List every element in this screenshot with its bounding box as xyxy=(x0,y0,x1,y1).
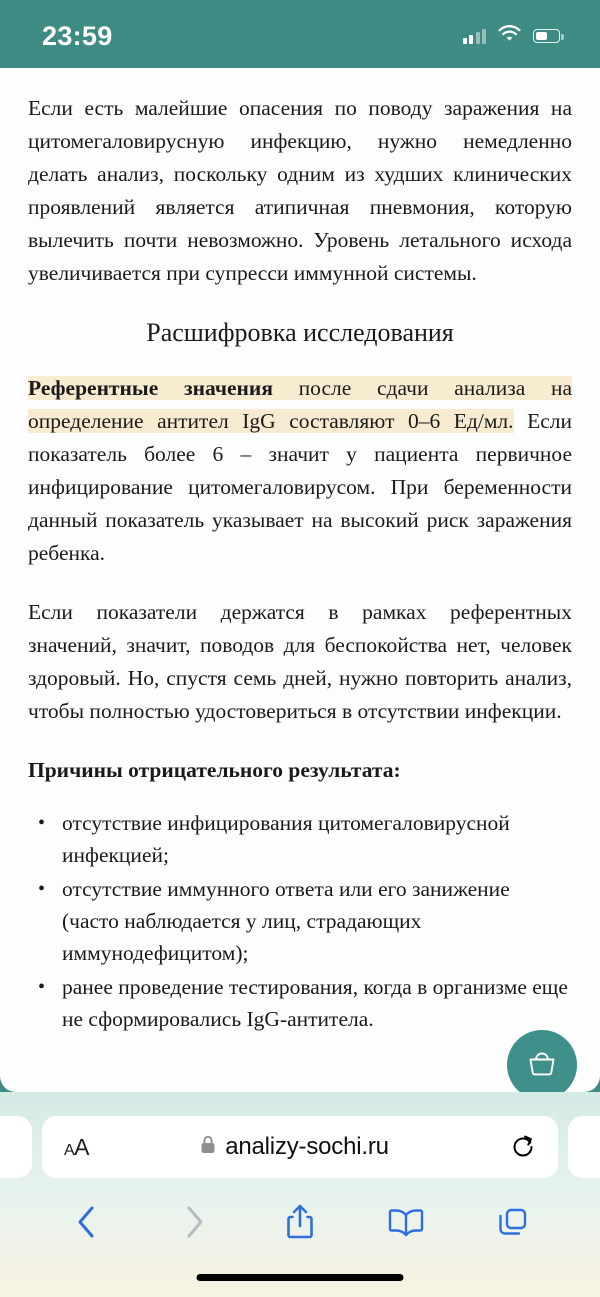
status-bar-clock: 23:59 xyxy=(42,20,113,51)
share-button[interactable] xyxy=(247,1195,353,1253)
adjacent-tab-left[interactable] xyxy=(0,1116,32,1178)
browser-chrome xyxy=(0,1092,600,1297)
bookmarks-button[interactable] xyxy=(353,1195,459,1253)
reference-values-bold: Референтные значения xyxy=(28,376,273,400)
text-size-large-a: A xyxy=(74,1133,90,1160)
url-bar-row xyxy=(0,1116,600,1178)
list-item: • отсутствие иммунного ответа или его занижение (часто наблюдается у лиц, страдающих иммунодефицитом); xyxy=(32,873,572,969)
article-body xyxy=(0,68,600,1035)
reference-values-rest: после сдачи анализа на определение антител IgG составляют 0–6 Ед/мл. xyxy=(28,376,573,433)
share-icon xyxy=(284,1202,316,1247)
chevron-left-icon xyxy=(74,1202,100,1247)
list-item: • отсутствие инфицирования цитомегаловирусной инфекцией; xyxy=(32,807,572,871)
paragraph-reference-values xyxy=(28,372,572,570)
status-bar-icons xyxy=(463,21,561,47)
paragraph-normal-range: Если показатели держатся в рамках референтных значений, значит, поводов для беспокойства нет, человек здоровый. Но, спустя семь дней, нужно повторить анализ, чтобы полностью удостовериться в отсутствии инфекции. xyxy=(28,600,572,723)
address-bar[interactable] xyxy=(42,1116,558,1178)
url-text: analizy-sochi.ru xyxy=(225,1133,389,1160)
text-size-small-a: A xyxy=(64,1141,75,1159)
highlighted-text xyxy=(28,376,572,433)
adjacent-tab-right[interactable] xyxy=(568,1116,600,1178)
home-indicator xyxy=(197,1274,404,1281)
status-bar xyxy=(0,0,600,68)
battery-icon xyxy=(533,29,560,43)
tabs-button[interactable] xyxy=(460,1195,566,1253)
web-page-content xyxy=(0,68,600,1092)
list-item: • ранее проведение тестирования, когда в организме еще не сформировались IgG-антитела. xyxy=(32,971,572,1035)
reload-icon[interactable] xyxy=(510,1134,536,1160)
book-icon xyxy=(387,1206,425,1243)
shopping-basket-icon xyxy=(527,1049,557,1082)
lock-icon xyxy=(200,1135,216,1159)
section-heading: Расшифровка исследования xyxy=(146,318,454,347)
back-button[interactable] xyxy=(34,1195,140,1253)
floating-cart-button[interactable] xyxy=(507,1030,577,1092)
browser-toolbar xyxy=(0,1195,600,1253)
forward-button xyxy=(140,1195,246,1253)
chevron-right-icon xyxy=(181,1202,207,1247)
paragraph-intro: Если есть малейшие опасения по поводу заражения на цитомегаловирусную инфекцию, нужно немедленно делать анализ, поскольку одним из худших клинических проявлений является атипичная пневмония, которую вылечить почти невозможно. Уровень летального исхода увеличивается при супресси иммунной системы. xyxy=(28,96,572,285)
reasons-list xyxy=(32,807,572,1035)
tabs-icon xyxy=(496,1205,530,1244)
cellular-signal-icon xyxy=(463,28,487,44)
wifi-icon xyxy=(498,25,521,47)
subheading-negative-causes: Причины отрицательного результата: xyxy=(28,758,401,782)
paragraph-reference-tail: Если показатель более 6 – значит у пациента первичное инфицирование цитомегаловирусом. При беременности данный показатель указывает на высокий риск заражения ребенка. xyxy=(28,409,572,565)
url-display[interactable] xyxy=(79,1133,510,1161)
